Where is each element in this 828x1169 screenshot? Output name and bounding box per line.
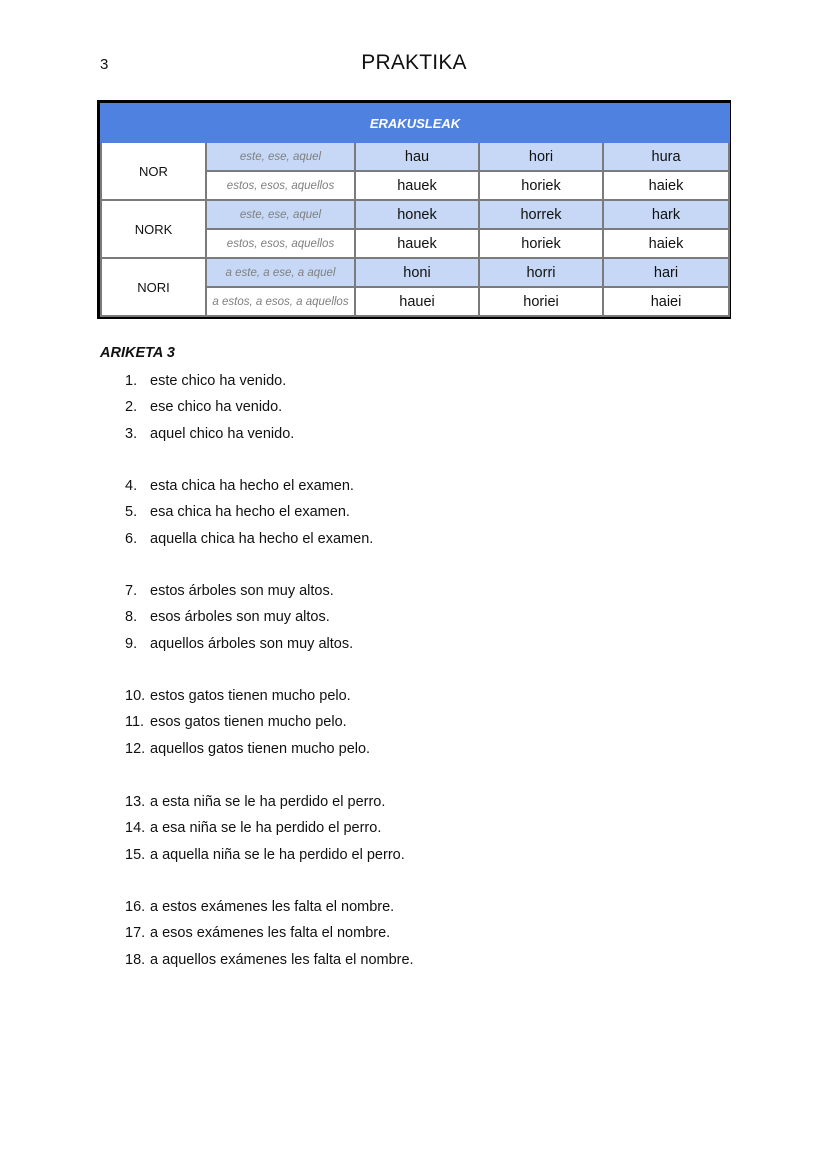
- form-cell: hark: [603, 200, 729, 229]
- form-cell: haiek: [603, 229, 729, 258]
- form-cell: haiek: [603, 171, 729, 200]
- item-text: a estos exámenes les falta el nombre.: [150, 899, 395, 915]
- item-text: esos gatos tienen mucho pelo.: [150, 714, 347, 731]
- page-number: 3: [100, 56, 109, 73]
- item-text: aquellos gatos tienen mucho pelo.: [150, 740, 371, 757]
- form-cell: hori: [479, 142, 603, 171]
- item-text: aquella chica ha hecho el examen.: [150, 530, 374, 547]
- list-item: [125, 473, 373, 499]
- list-item: [125, 368, 294, 394]
- exercise-group: [125, 683, 370, 762]
- meaning-cell: a estos, a esos, a aquellos: [206, 287, 355, 316]
- table-title: ERAKUSLEAK: [101, 104, 729, 142]
- list-item: [125, 920, 414, 946]
- form-cell: honek: [355, 200, 479, 229]
- item-text: a aquellos exámenes les falta el nombre.: [150, 951, 414, 968]
- item-text: estos gatos tienen mucho pelo.: [150, 688, 351, 704]
- item-text: aquel chico ha venido.: [150, 425, 295, 442]
- table-row: [101, 258, 729, 287]
- meaning-cell: estos, esos, aquellos: [206, 229, 355, 258]
- item-text: este chico ha venido.: [150, 373, 287, 389]
- case-label-nori: NORI: [101, 258, 206, 316]
- list-item: [125, 421, 294, 447]
- form-cell: hauek: [355, 171, 479, 200]
- list-item: [125, 789, 405, 815]
- item-text: a esa niña se le ha perdido el perro.: [150, 820, 382, 837]
- form-cell: honi: [355, 258, 479, 287]
- case-label-nork: NORK: [101, 200, 206, 258]
- exercise-group: [125, 578, 353, 657]
- list-item: [125, 842, 405, 868]
- item-number: 17.: [125, 925, 146, 942]
- list-item: [125, 709, 370, 735]
- list-item: [125, 394, 294, 420]
- table-row: [101, 200, 729, 229]
- form-cell: hau: [355, 142, 479, 171]
- item-number: 14.: [125, 820, 146, 837]
- item-text: a esos exámenes les falta el nombre.: [150, 925, 391, 942]
- item-number: 1.: [125, 373, 138, 389]
- item-number: 6.: [125, 530, 138, 547]
- item-number: 8.: [125, 609, 138, 626]
- page-title: PRAKTIKA: [361, 51, 467, 74]
- exercise-group: [125, 789, 405, 868]
- table-row: [101, 142, 729, 171]
- list-item: [125, 631, 353, 657]
- item-number: 10.: [125, 688, 146, 704]
- form-cell: hari: [603, 258, 729, 287]
- case-label-nor: NOR: [101, 142, 206, 200]
- exercise-group: [125, 894, 414, 973]
- item-text: esta chica ha hecho el examen.: [150, 478, 354, 494]
- item-number: 13.: [125, 794, 146, 810]
- form-cell: hura: [603, 142, 729, 171]
- list-item: [125, 604, 353, 630]
- form-cell: horiek: [479, 229, 603, 258]
- item-text: a aquella niña se le ha perdido el perro.: [150, 846, 405, 863]
- item-number: 5.: [125, 504, 138, 521]
- list-item: [125, 578, 353, 604]
- item-text: esos árboles son muy altos.: [150, 609, 330, 626]
- item-number: 7.: [125, 583, 138, 599]
- form-cell: hauek: [355, 229, 479, 258]
- meaning-cell: este, ese, aquel: [206, 200, 355, 229]
- item-text: esa chica ha hecho el examen.: [150, 504, 350, 521]
- meaning-cell: a este, a ese, a aquel: [206, 258, 355, 287]
- item-text: a esta niña se le ha perdido el perro.: [150, 794, 386, 810]
- form-cell: horiek: [479, 171, 603, 200]
- demonstratives-table: [97, 100, 731, 319]
- form-cell: horrek: [479, 200, 603, 229]
- list-item: [125, 894, 414, 920]
- item-number: 15.: [125, 846, 146, 863]
- meaning-cell: estos, esos, aquellos: [206, 171, 355, 200]
- list-item: [125, 499, 373, 525]
- form-cell: haiei: [603, 287, 729, 316]
- item-number: 11.: [125, 714, 145, 731]
- form-cell: hauei: [355, 287, 479, 316]
- exercise-group: [125, 473, 373, 552]
- item-text: ese chico ha venido.: [150, 399, 283, 416]
- form-cell: horri: [479, 258, 603, 287]
- exercise-group: [125, 368, 294, 447]
- item-text: estos árboles son muy altos.: [150, 583, 334, 599]
- item-number: 12.: [125, 740, 146, 757]
- item-number: 3.: [125, 425, 138, 442]
- list-item: [125, 526, 373, 552]
- form-cell: horiei: [479, 287, 603, 316]
- meaning-cell: este, ese, aquel: [206, 142, 355, 171]
- list-item: [125, 947, 414, 973]
- item-text: aquellos árboles son muy altos.: [150, 635, 354, 652]
- item-number: 16.: [125, 899, 146, 915]
- item-number: 18.: [125, 951, 146, 968]
- item-number: 4.: [125, 478, 138, 494]
- exercise-title: ARIKETA 3: [100, 345, 175, 361]
- list-item: [125, 736, 370, 762]
- list-item: [125, 815, 405, 841]
- list-item: [125, 683, 370, 709]
- item-number: 2.: [125, 399, 138, 416]
- item-number: 9.: [125, 635, 138, 652]
